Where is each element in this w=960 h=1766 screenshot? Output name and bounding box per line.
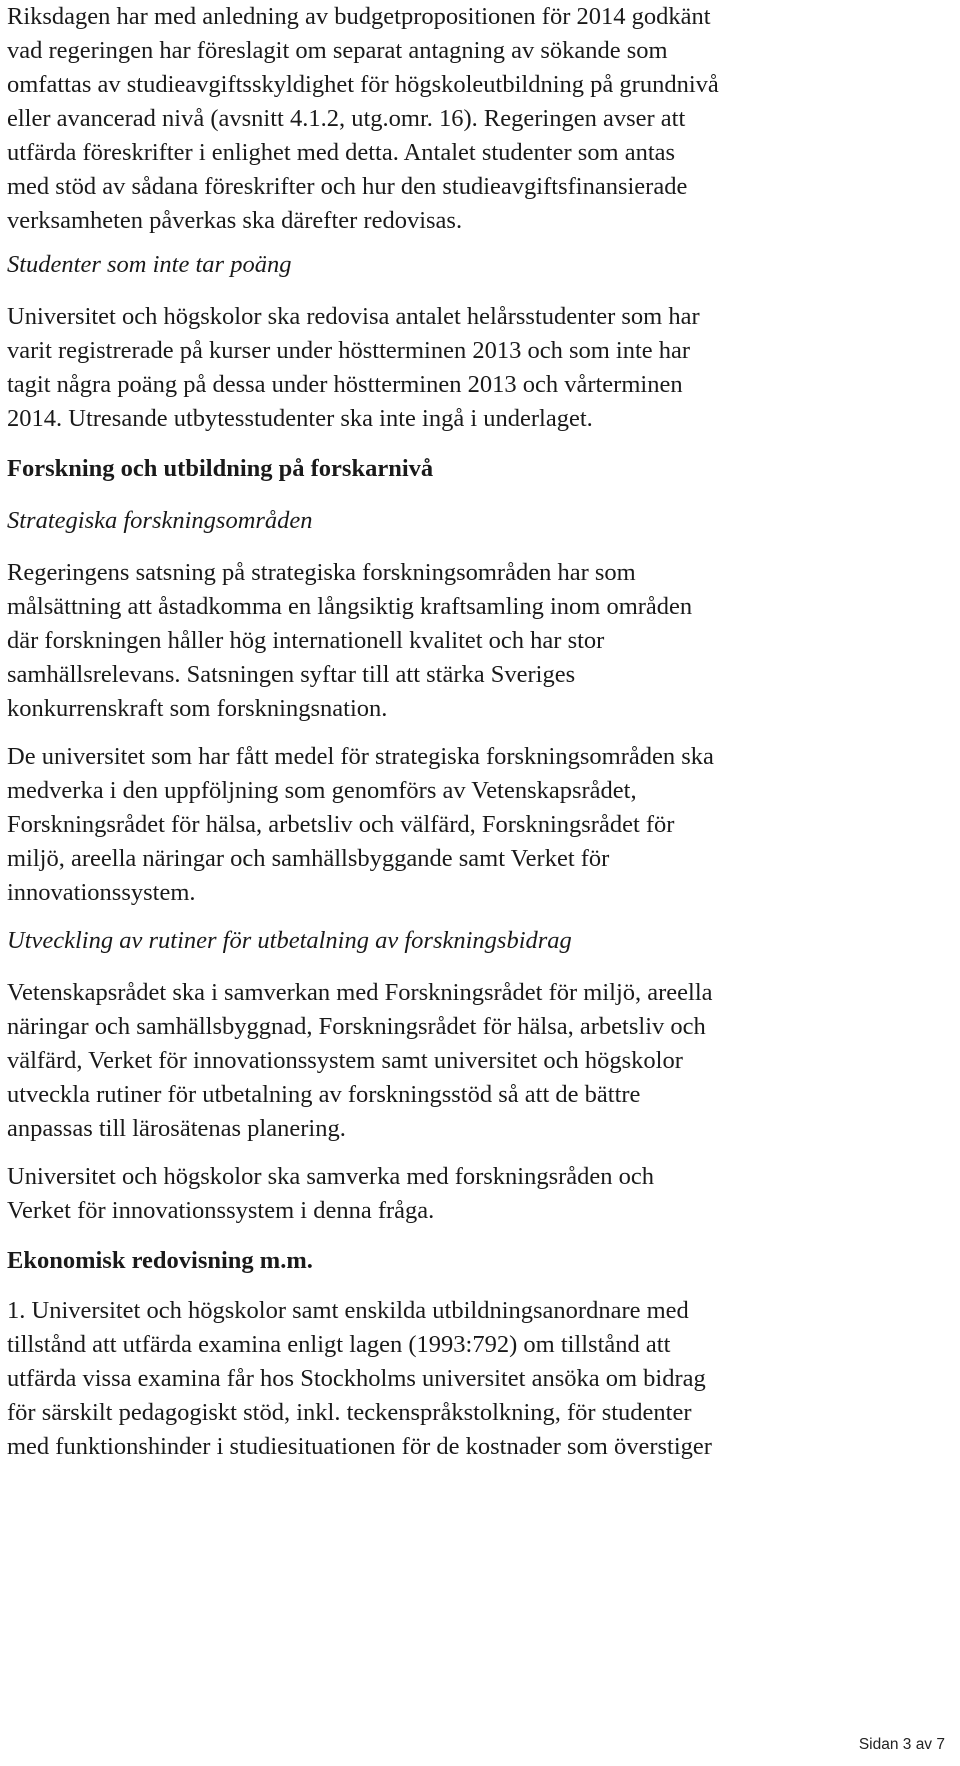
text-line: 1. Universitet och högskolor samt enskilda utbildningsanordnare med — [7, 1297, 689, 1324]
paragraph-separat-antagning — [7, 0, 953, 238]
text-line: för särskilt pedagogiskt stöd, inkl. teckenspråkstolkning, för studenter — [7, 1399, 692, 1426]
paragraph-vetenskapsradet — [7, 976, 953, 1146]
paragraph-satsning — [7, 556, 953, 726]
text-line: 2014. Utresande utbytesstudenter ska inte ingå i underlaget. — [7, 405, 593, 432]
text-line: med stöd av sådana föreskrifter och hur den studieavgiftsfinansierade — [7, 173, 688, 200]
text-line: anpassas till lärosätenas planering. — [7, 1115, 346, 1142]
text-line: Regeringens satsning på strategiska forskningsområden har som — [7, 559, 636, 586]
document-page — [7, 0, 953, 1478]
text-line: målsättning att åstadkomma en långsiktig kraftsamling inom områden — [7, 593, 693, 620]
text-line: Universitet och högskolor ska samverka med forskningsråden och — [7, 1163, 655, 1190]
text-line: tagit några poäng på dessa under höstterminen 2013 och vårterminen — [7, 371, 683, 398]
text-line: välfärd, Verket för innovationssystem samt universitet och högskolor — [7, 1047, 683, 1074]
text-line: Riksdagen har med anledning av budgetpropositionen för 2014 godkänt — [7, 3, 711, 30]
text-line: med funktionshinder i studiesituationen för de kostnader som överstiger — [7, 1433, 712, 1460]
text-line: omfattas av studieavgiftsskyldighet för högskoleutbildning på grundnivå — [7, 71, 719, 98]
text-line: De universitet som har fått medel för strategiska forskningsområden ska — [7, 743, 714, 770]
text-line: samhällsrelevans. Satsningen syftar till att stärka Sveriges — [7, 661, 576, 688]
text-line: tillstånd att utfärda examina enligt lagen (1993:792) om tillstånd att — [7, 1331, 671, 1358]
text-line: medverka i den uppföljning som genomförs av Vetenskapsrådet, — [7, 777, 637, 804]
page-number: Sidan 3 av 7 — [858, 1736, 945, 1753]
subheading-strategiska: Strategiska forskningsområden — [7, 507, 313, 534]
text-line: innovationssystem. — [7, 879, 196, 906]
text-line: Vetenskapsrådet ska i samverkan med Forskningsrådet för miljö, areella — [7, 979, 713, 1006]
paragraph-uppfoljning — [7, 740, 953, 910]
text-line: Verket för innovationssystem i denna fråga. — [7, 1197, 435, 1224]
heading-forskning: Forskning och utbildning på forskarnivå — [7, 455, 434, 482]
paragraph-samverka — [7, 1160, 953, 1228]
text-line: varit registrerade på kurser under höstterminen 2013 och som inte har — [7, 337, 691, 364]
text-line: Universitet och högskolor ska redovisa antalet helårsstudenter som har — [7, 303, 700, 330]
text-line: miljö, areella näringar och samhällsbyggande samt Verket för — [7, 845, 610, 872]
text-line: utfärda vissa examina får hos Stockholms universitet ansöka om bidrag — [7, 1365, 706, 1392]
text-line: vad regeringen har föreslagit om separat antagning av sökande som — [7, 37, 668, 64]
subheading-studenter-poang: Studenter som inte tar poäng — [7, 251, 292, 278]
paragraph-pedagogiskt-stod — [7, 1294, 953, 1464]
text-line: eller avancerad nivå (avsnitt 4.1.2, utg.omr. 16). Regeringen avser att — [7, 105, 686, 132]
text-line: utveckla rutiner för utbetalning av forskningsstöd så att de bättre — [7, 1081, 641, 1108]
text-line: näringar och samhällsbyggnad, Forskningsrådet för hälsa, arbetsliv och — [7, 1013, 706, 1040]
subheading-utbetalning: Utveckling av rutiner för utbetalning av forskningsbidrag — [7, 927, 572, 954]
text-line: verksamheten påverkas ska därefter redovisas. — [7, 207, 463, 234]
text-line: där forskningen håller hög internationell kvalitet och har stor — [7, 627, 605, 654]
text-line: Forskningsrådet för hälsa, arbetsliv och välfärd, Forskningsrådet för — [7, 811, 675, 838]
text-line: konkurrenskraft som forskningsnation. — [7, 695, 388, 722]
paragraph-helarsstudenter — [7, 300, 953, 436]
heading-ekonomisk-redovisning: Ekonomisk redovisning m.m. — [7, 1247, 313, 1274]
text-line: utfärda föreskrifter i enlighet med detta. Antalet studenter som antas — [7, 139, 676, 166]
